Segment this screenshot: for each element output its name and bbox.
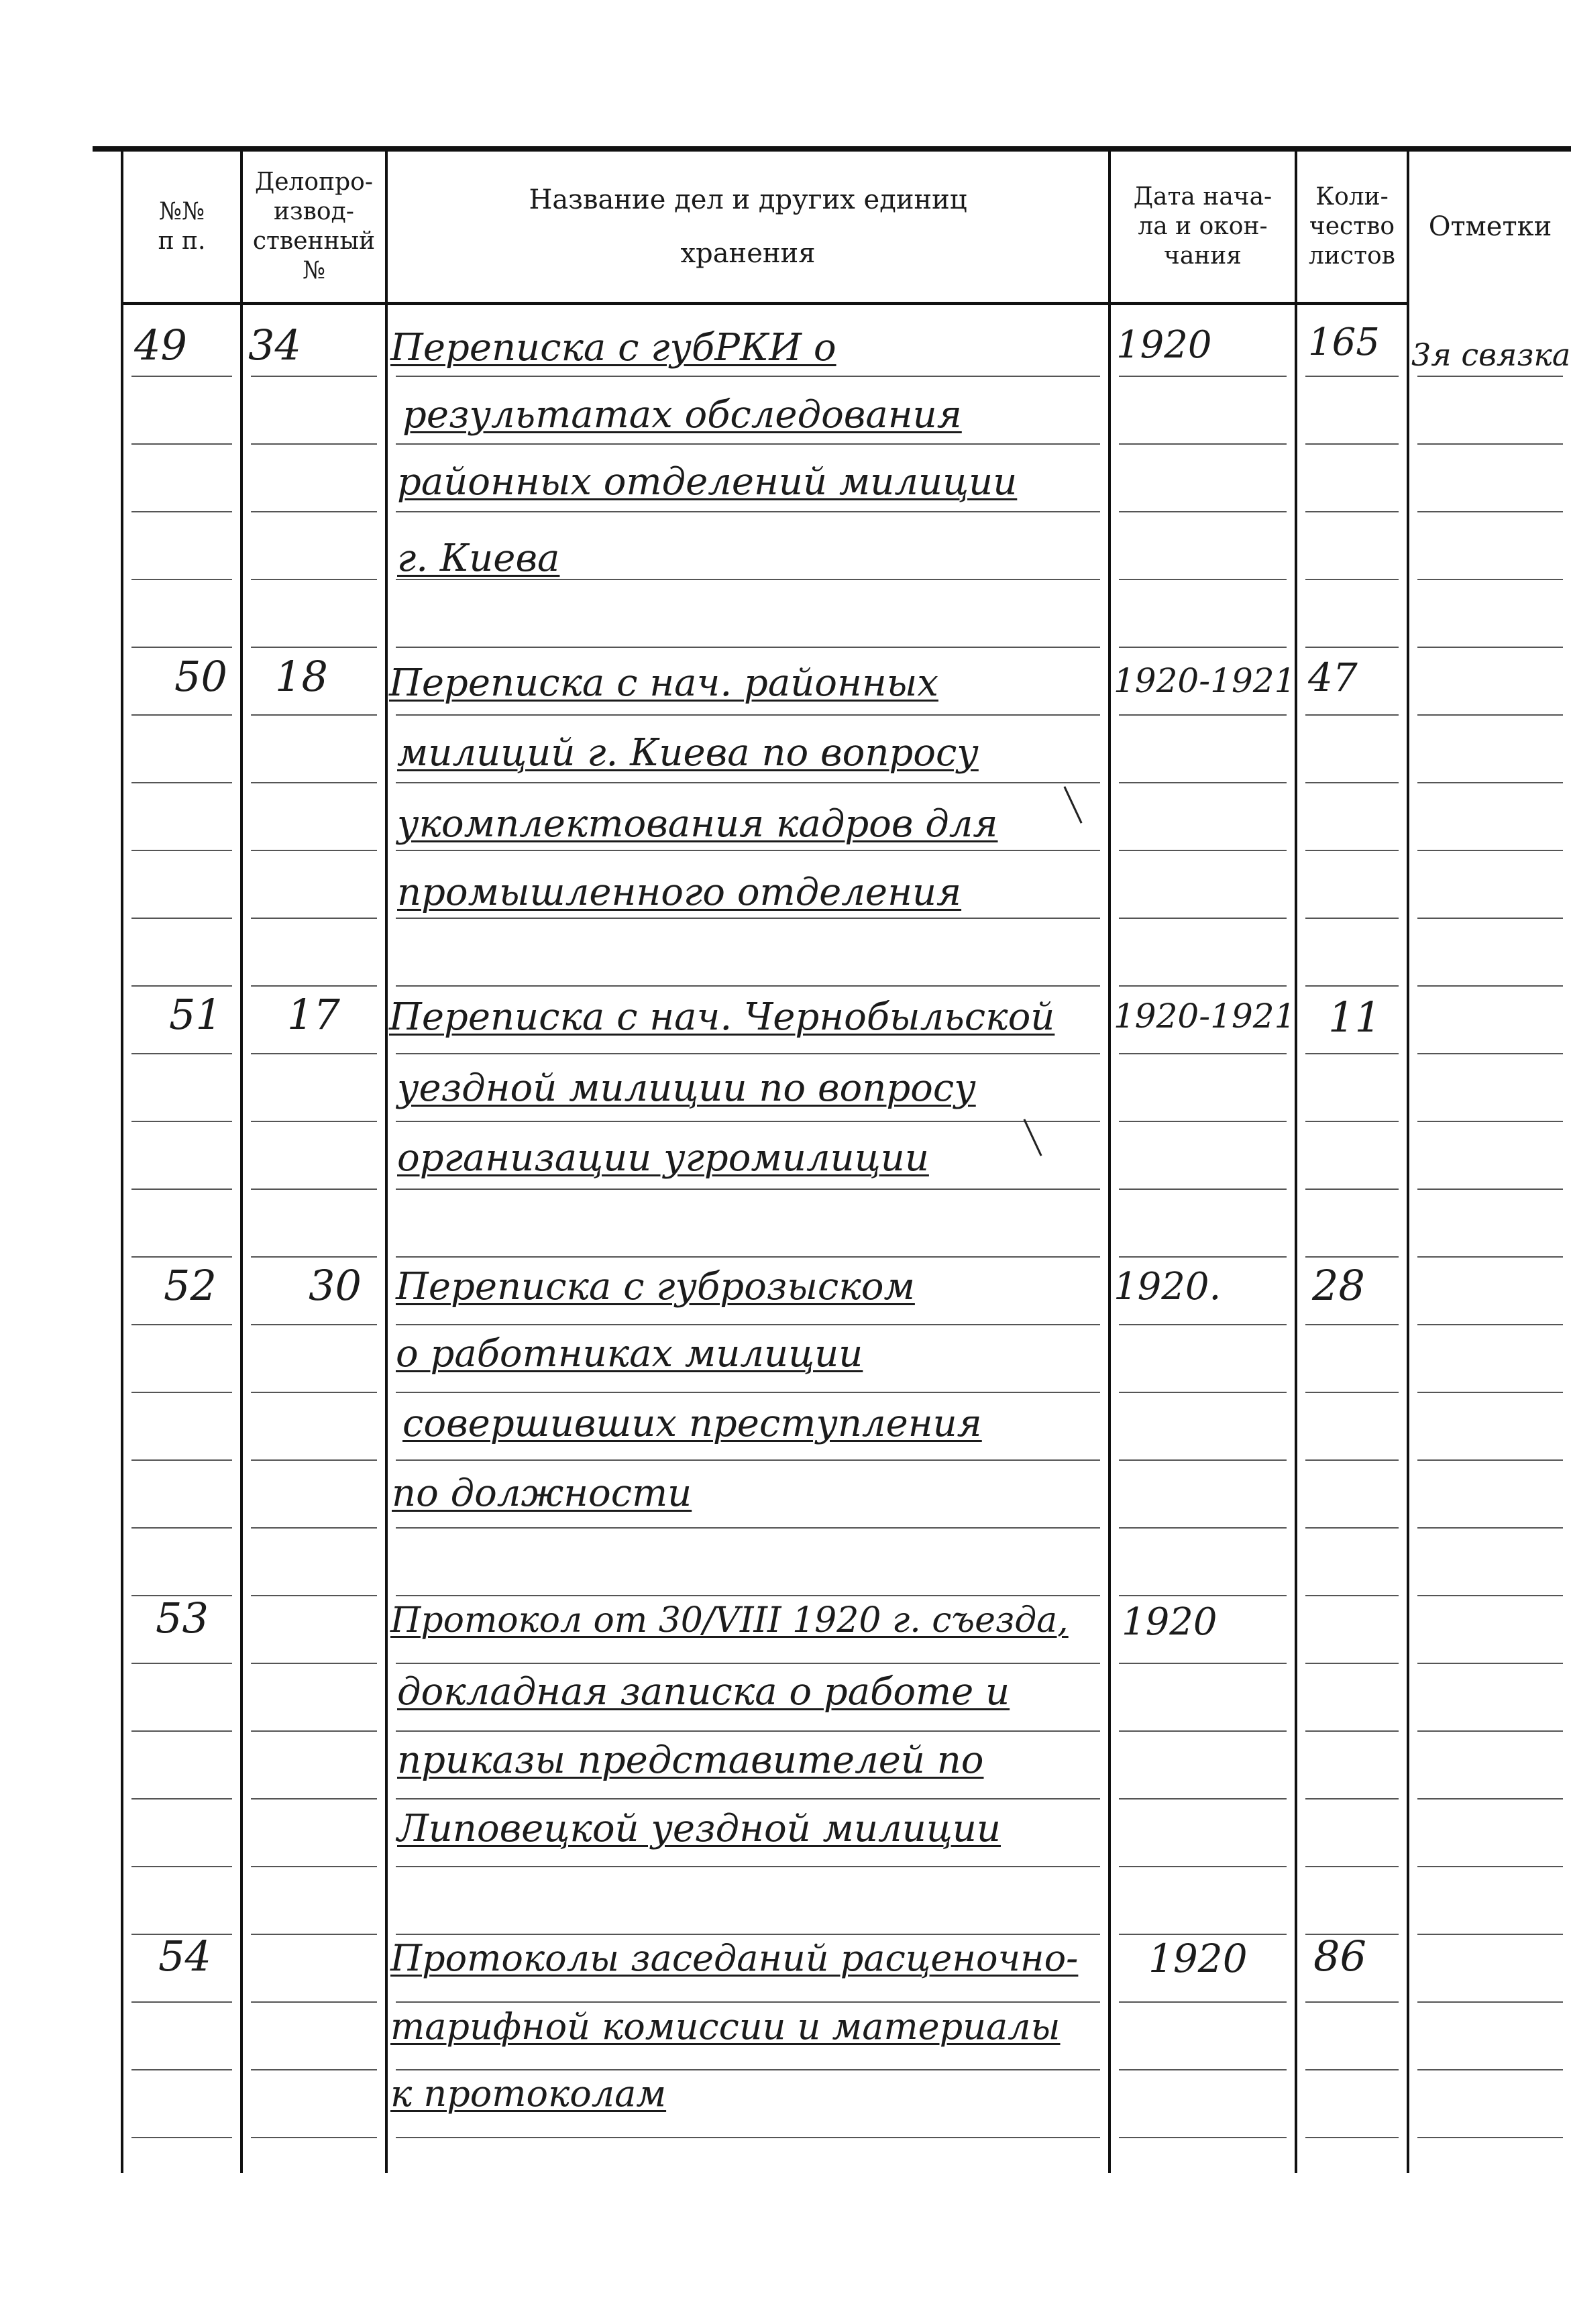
ruled-line — [396, 1188, 1100, 1190]
ruled-line — [1305, 1798, 1399, 1800]
ruled-line — [1417, 1459, 1563, 1461]
row-sheet-count: 86 — [1313, 1932, 1366, 1981]
row-dates: 1920 — [1122, 1600, 1217, 1644]
ruled-line — [251, 1188, 377, 1190]
pen-tick-mark — [1023, 1119, 1042, 1156]
ruled-line — [131, 511, 232, 512]
ruled-line — [1119, 1188, 1287, 1190]
ruled-line — [131, 1866, 232, 1867]
ruled-line — [1305, 1459, 1399, 1461]
row-number: 53 — [156, 1594, 209, 1643]
ruled-line — [251, 443, 377, 445]
ruled-line — [251, 1392, 377, 1393]
header-notes: Отметки — [1428, 211, 1552, 242]
column-border — [1295, 149, 1297, 2173]
row-dates: 1920-1921 — [1114, 997, 1296, 1036]
ruled-line — [1417, 918, 1563, 919]
ruled-line — [131, 443, 232, 445]
ruled-line — [1417, 1256, 1563, 1258]
ruled-line — [1119, 647, 1287, 648]
ruled-line — [251, 511, 377, 512]
ruled-line — [251, 1730, 377, 1732]
row-dates: 1920. — [1114, 1265, 1222, 1309]
ruled-line — [1305, 2001, 1399, 2003]
ruled-line — [1119, 1256, 1287, 1258]
ruled-line — [1417, 1121, 1563, 1122]
ruled-line — [1417, 1324, 1563, 1325]
ruled-line — [1119, 511, 1287, 512]
row-delo-number: 34 — [248, 321, 301, 370]
ruled-line — [1119, 1324, 1287, 1325]
ruled-line — [1305, 714, 1399, 716]
ruled-line — [1119, 714, 1287, 716]
ruled-line — [1417, 647, 1563, 648]
ruled-line — [251, 1934, 377, 1935]
row-delo-number: 17 — [287, 990, 340, 1039]
ruled-line — [1305, 647, 1399, 648]
ruled-line — [131, 714, 232, 716]
ruled-line — [1119, 579, 1287, 580]
row-number: 51 — [169, 990, 222, 1039]
ruled-line — [251, 2137, 377, 2138]
row-title-line: результатах обследования — [402, 393, 962, 437]
ruled-line — [1417, 782, 1563, 783]
ruled-line — [396, 1324, 1100, 1325]
row-title-line: тарифной комиссии и материалы — [390, 2005, 1061, 2048]
ruled-line — [1119, 1798, 1287, 1800]
row-title-line: Протоколы заседаний расценочно- — [390, 1937, 1079, 1979]
ruled-line — [1417, 443, 1563, 445]
ruled-line — [1305, 782, 1399, 783]
ruled-line — [1119, 918, 1287, 919]
ruled-line — [396, 1459, 1100, 1461]
ruled-line — [396, 1663, 1100, 1664]
ruled-line — [1305, 1663, 1399, 1664]
ruled-line — [1417, 1053, 1563, 1054]
ruled-line — [251, 2069, 377, 2070]
row-title-line: о работниках милиции — [396, 1332, 863, 1376]
row-title-line: совершивших преступления — [402, 1402, 982, 1445]
ruled-line — [131, 2069, 232, 2070]
ruled-line — [251, 985, 377, 987]
ruled-line — [1305, 1053, 1399, 1054]
ruled-line — [1119, 1866, 1287, 1867]
ruled-line — [1119, 1595, 1287, 1596]
row-title-line: Переписка с губРКИ о — [390, 326, 836, 370]
ruled-line — [1417, 579, 1563, 580]
ruled-line — [1119, 850, 1287, 851]
ruled-line — [396, 443, 1100, 445]
pen-tick-mark — [1063, 786, 1082, 824]
ruled-line — [1119, 1392, 1287, 1393]
header-nn: №№ п п. — [158, 198, 206, 255]
ruled-line — [1119, 1934, 1287, 1935]
ruled-line — [1119, 2069, 1287, 2070]
ruled-line — [131, 2137, 232, 2138]
ruled-line — [1417, 1595, 1563, 1596]
row-sheet-count: 165 — [1308, 321, 1380, 364]
ruled-line — [396, 1730, 1100, 1732]
ruled-line — [396, 1798, 1100, 1800]
ruled-line — [1417, 2069, 1563, 2070]
ruled-line — [396, 1866, 1100, 1867]
ruled-line — [1119, 1121, 1287, 1122]
ruled-line — [251, 1121, 377, 1122]
row-dates: 1920-1921 — [1114, 661, 1296, 700]
ruled-line — [396, 1256, 1100, 1258]
ruled-line — [251, 1324, 377, 1325]
ruled-line — [131, 1459, 232, 1461]
ruled-line — [1417, 1866, 1563, 1867]
ruled-line — [131, 1527, 232, 1529]
ruled-line — [396, 2069, 1100, 2070]
ruled-line — [396, 985, 1100, 987]
column-border — [1108, 149, 1111, 2173]
ruled-line — [131, 1798, 232, 1800]
ruled-line — [1119, 1527, 1287, 1529]
row-title-line: Переписка с нач. районных — [389, 661, 938, 705]
ruled-line — [396, 1392, 1100, 1393]
ruled-line — [1417, 2137, 1563, 2138]
row-title-line: уездной милиции по вопросу — [397, 1066, 976, 1110]
ruled-line — [1119, 985, 1287, 987]
ruled-line — [396, 1527, 1100, 1529]
ruled-line — [1417, 1730, 1563, 1732]
row-number: 54 — [158, 1932, 211, 1981]
column-border — [121, 149, 123, 2173]
ruled-line — [251, 1595, 377, 1596]
ruled-line — [131, 1324, 232, 1325]
ruled-line — [251, 1527, 377, 1529]
ruled-line — [1417, 1188, 1563, 1190]
ruled-line — [1119, 1459, 1287, 1461]
row-sheet-count: 11 — [1328, 993, 1381, 1042]
ruled-line — [131, 918, 232, 919]
ruled-line — [1417, 1798, 1563, 1800]
ruled-line — [251, 782, 377, 783]
ruled-line — [131, 579, 232, 580]
row-title-line: районных отделений милиции — [397, 460, 1018, 504]
ruled-line — [1119, 2137, 1287, 2138]
ruled-line — [1417, 1934, 1563, 1935]
header-bottom-border — [121, 302, 1409, 305]
ruled-line — [1417, 1663, 1563, 1664]
column-border — [1407, 149, 1409, 2173]
ruled-line — [396, 850, 1100, 851]
ruled-line — [396, 647, 1100, 648]
ruled-line — [1305, 1527, 1399, 1529]
ruled-line — [1305, 2137, 1399, 2138]
ruled-line — [1305, 1595, 1399, 1596]
row-title-line: докладная записка о работе и — [397, 1670, 1010, 1714]
column-border — [385, 149, 388, 2173]
ruled-line — [1119, 2001, 1287, 2003]
row-title-line: милиций г. Киева по вопросу — [397, 731, 979, 775]
ruled-line — [251, 1459, 377, 1461]
ruled-line — [251, 1256, 377, 1258]
ruled-line — [1119, 443, 1287, 445]
ruled-line — [1305, 579, 1399, 580]
ruled-line — [1305, 850, 1399, 851]
ruled-line — [131, 985, 232, 987]
row-sheet-count: 28 — [1312, 1261, 1365, 1310]
ruled-line — [1417, 1527, 1563, 1529]
ruled-line — [131, 1392, 232, 1393]
ruled-line — [1417, 1392, 1563, 1393]
ruled-line — [131, 1730, 232, 1732]
ruled-line — [396, 918, 1100, 919]
ruled-line — [131, 376, 232, 377]
header-sheet-count: Коли- чество листов — [1309, 183, 1395, 270]
row-title-line: по должности — [392, 1472, 692, 1515]
row-dates: 1920 — [1116, 323, 1212, 367]
ruled-line — [1119, 782, 1287, 783]
ruled-line — [1305, 1324, 1399, 1325]
ruled-line — [131, 2001, 232, 2003]
ruled-line — [1305, 918, 1399, 919]
row-title-line: к протоколам — [390, 2072, 667, 2115]
ruled-line — [251, 918, 377, 919]
ruled-line — [251, 376, 377, 377]
row-delo-number: 18 — [275, 652, 328, 701]
ruled-line — [251, 1798, 377, 1800]
ruled-line — [396, 1934, 1100, 1935]
ruled-line — [1305, 1392, 1399, 1393]
row-notes: 3я связка — [1411, 337, 1571, 373]
ruled-line — [396, 1053, 1100, 1054]
ruled-line — [1305, 2069, 1399, 2070]
ruled-line — [131, 647, 232, 648]
row-title-line: Липовецкой уездной милиции — [397, 1807, 1001, 1850]
ruled-line — [131, 850, 232, 851]
row-title-line: г. Киева — [397, 537, 560, 580]
ruled-line — [1305, 1121, 1399, 1122]
row-title-line: укомплектования кадров для — [397, 802, 998, 846]
ruled-line — [1119, 1663, 1287, 1664]
ruled-line — [131, 1256, 232, 1258]
ruled-line — [1119, 1730, 1287, 1732]
row-number: 49 — [134, 321, 187, 370]
ruled-line — [1305, 443, 1399, 445]
ruled-line — [396, 2001, 1100, 2003]
ruled-line — [131, 1121, 232, 1122]
row-number: 52 — [164, 1261, 217, 1310]
ruled-line — [1305, 511, 1399, 512]
ruled-line — [1305, 376, 1399, 377]
ruled-line — [396, 376, 1100, 377]
row-title-line: организации угромилиции — [397, 1136, 929, 1180]
header-title: Название дел и других единиц хранения — [529, 184, 967, 269]
ruled-line — [1305, 1256, 1399, 1258]
ruled-line — [396, 2137, 1100, 2138]
ruled-line — [251, 2001, 377, 2003]
header-delo-number: Делопро- извод- ственный № — [252, 168, 376, 284]
ruled-line — [1305, 1866, 1399, 1867]
ruled-line — [1417, 2001, 1563, 2003]
row-dates: 1920 — [1148, 1936, 1248, 1981]
ruled-line — [1417, 714, 1563, 716]
ruled-line — [1305, 985, 1399, 987]
column-border — [240, 149, 243, 2173]
ruled-line — [1417, 985, 1563, 987]
ruled-line — [396, 714, 1100, 716]
ruled-line — [131, 1053, 232, 1054]
ruled-line — [1119, 1053, 1287, 1054]
ruled-line — [251, 647, 377, 648]
ruled-line — [131, 1663, 232, 1664]
ruled-line — [1417, 376, 1563, 377]
ruled-line — [131, 782, 232, 783]
header-dates: Дата нача- ла и окон- чания — [1133, 183, 1272, 270]
ruled-line — [1305, 1188, 1399, 1190]
row-number: 50 — [174, 652, 227, 701]
row-title-line: Переписка с нач. Чернобыльской — [389, 995, 1055, 1039]
ruled-line — [1119, 376, 1287, 377]
ruled-line — [396, 1595, 1100, 1596]
ruled-line — [251, 1663, 377, 1664]
ruled-line — [1417, 850, 1563, 851]
ruled-line — [251, 1053, 377, 1054]
row-delo-number: 30 — [309, 1261, 362, 1310]
ruled-line — [1305, 1730, 1399, 1732]
row-title-line: приказы представителей по — [397, 1738, 984, 1782]
ruled-line — [251, 714, 377, 716]
ruled-line — [131, 1188, 232, 1190]
ruled-line — [396, 782, 1100, 783]
ruled-line — [396, 1121, 1100, 1122]
row-title-line: промышленного отделения — [397, 871, 962, 914]
ruled-line — [396, 511, 1100, 512]
ruled-line — [251, 1866, 377, 1867]
row-title-line: Протокол от 30/VIII 1920 г. съезда, — [390, 1600, 1069, 1641]
ruled-line — [251, 579, 377, 580]
ruled-line — [251, 850, 377, 851]
ruled-line — [1417, 511, 1563, 512]
row-sheet-count: 47 — [1308, 655, 1358, 700]
table-top-border — [93, 146, 1571, 152]
row-title-line: Переписка с губрозыском — [396, 1265, 915, 1309]
